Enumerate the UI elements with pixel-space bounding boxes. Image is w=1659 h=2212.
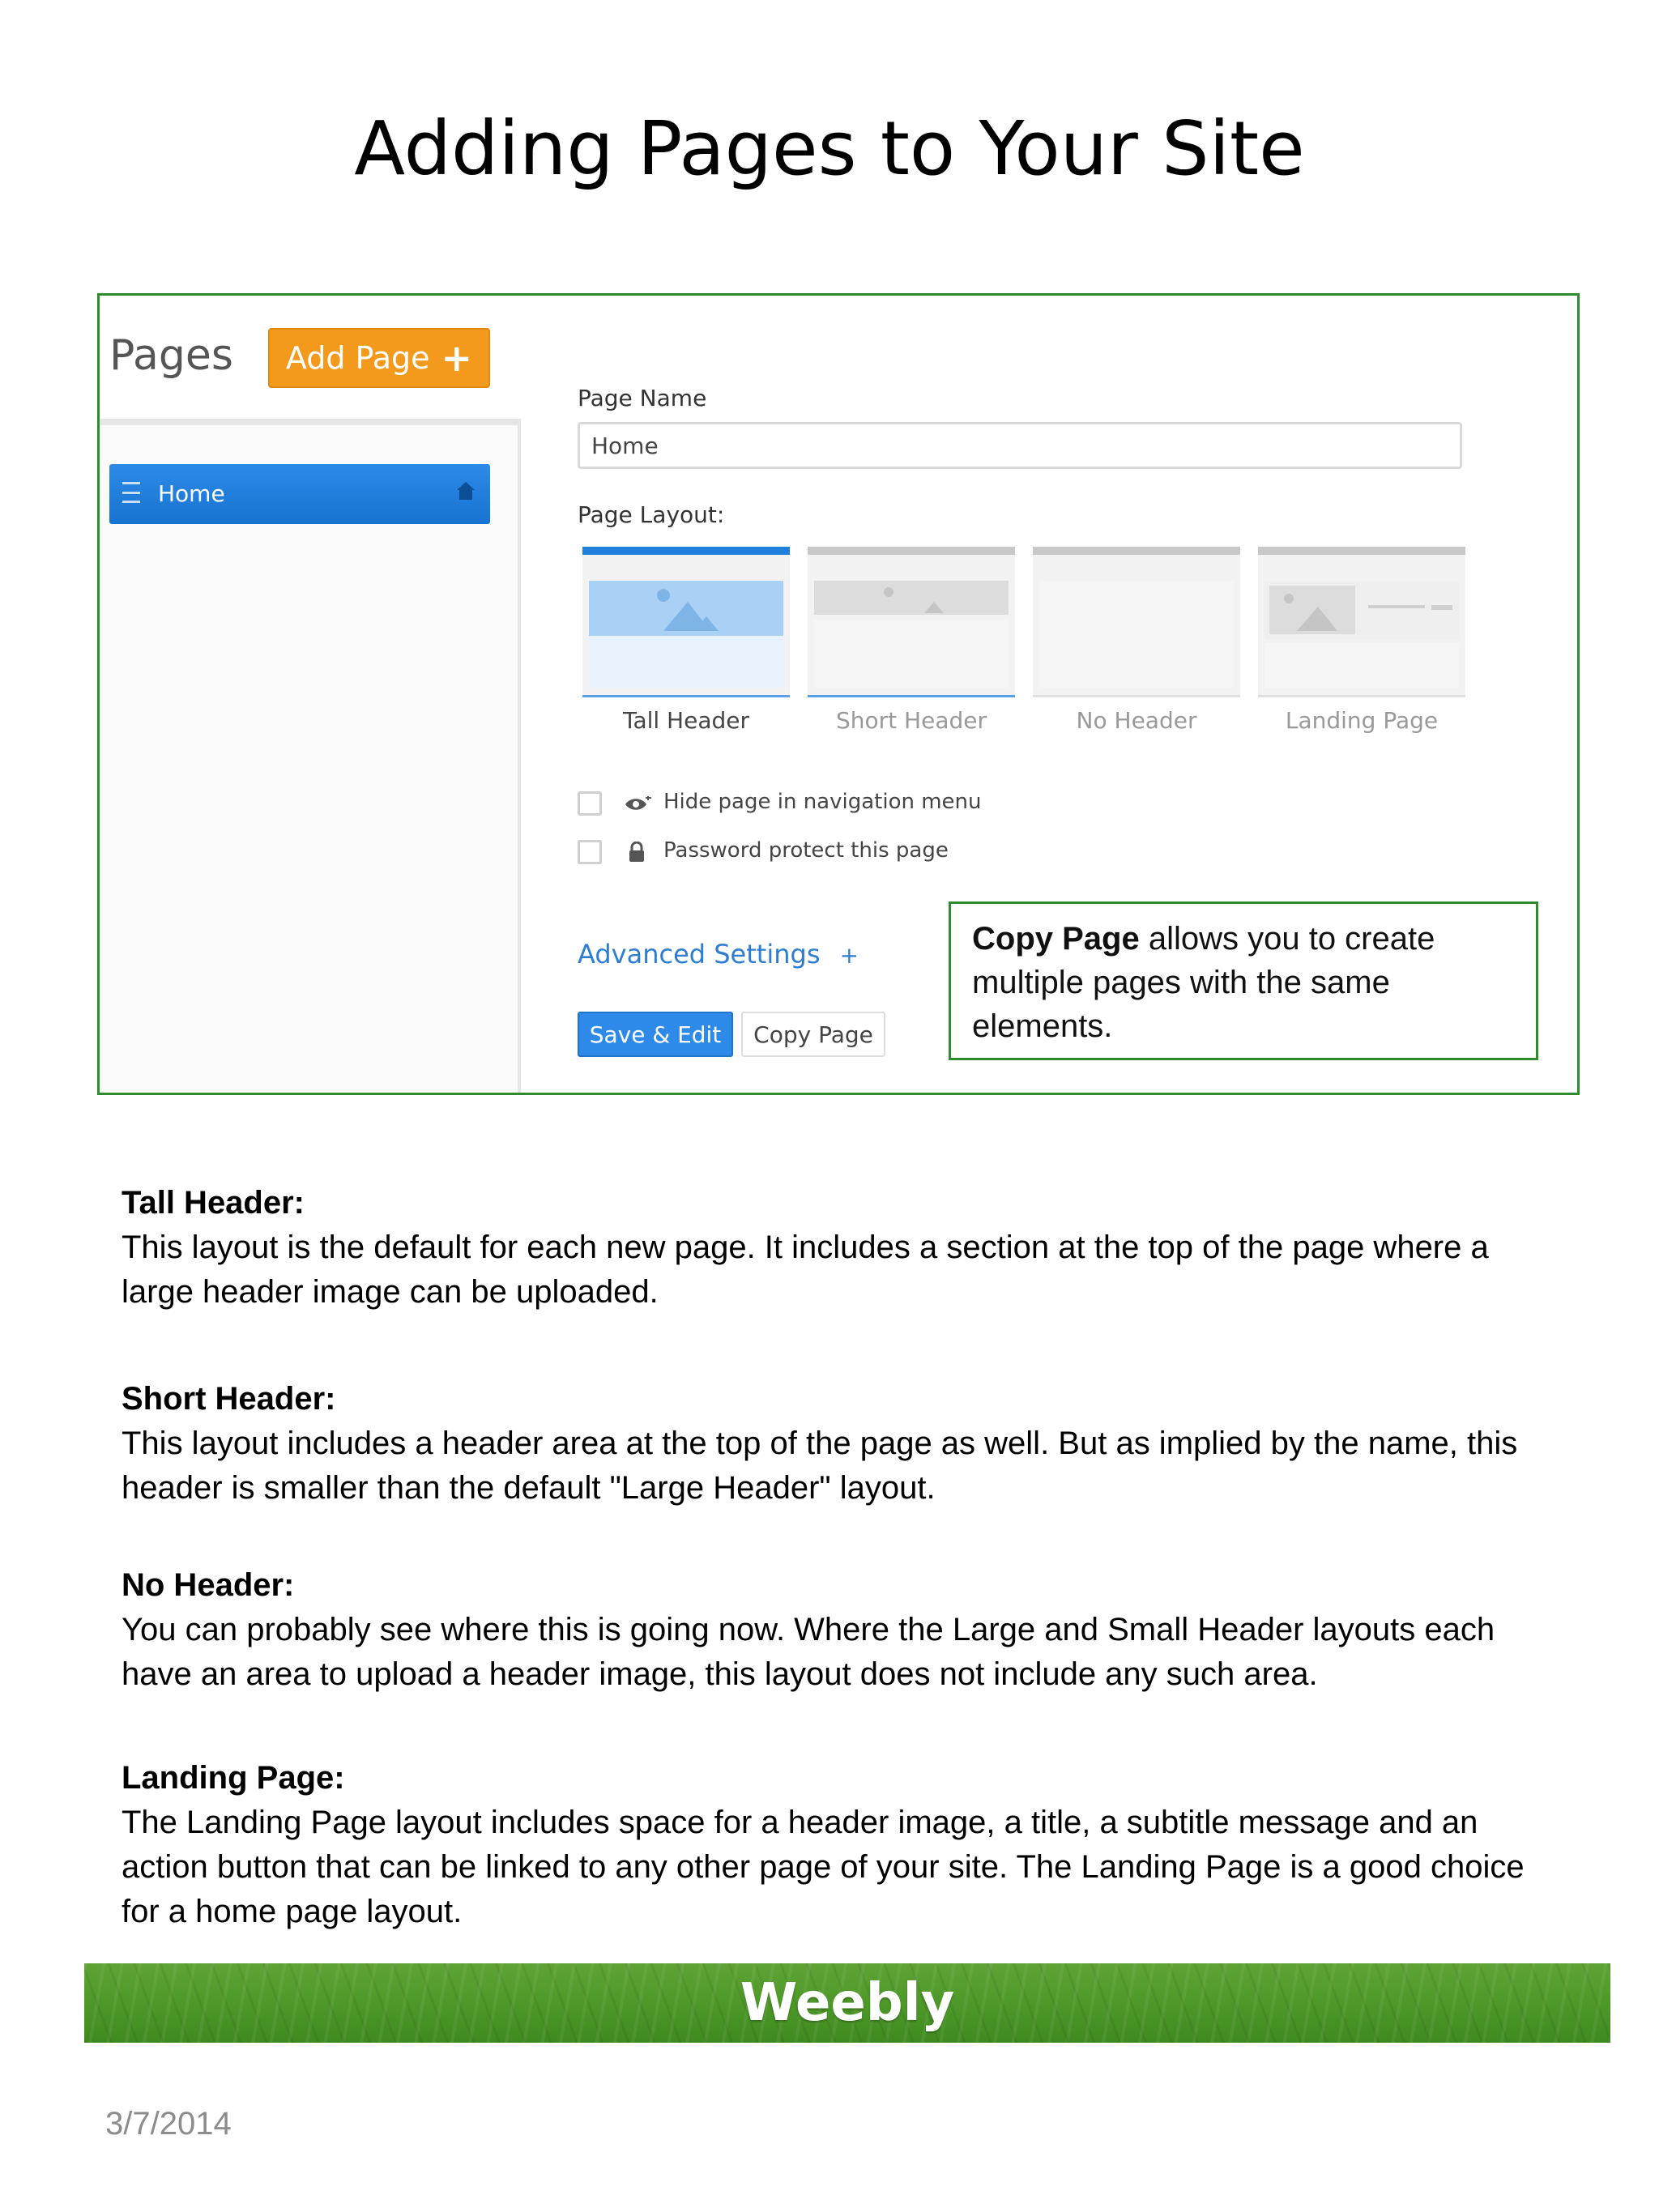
image-placeholder-icon bbox=[814, 581, 1009, 615]
layout-card-landing-page[interactable] bbox=[1258, 547, 1465, 697]
pages-editor-screenshot bbox=[97, 293, 1580, 1095]
section-heading: Short Header: bbox=[122, 1381, 336, 1417]
lock-icon bbox=[628, 842, 646, 863]
page-name-label: Page Name bbox=[578, 385, 707, 411]
section-landing-page bbox=[122, 1756, 1563, 1934]
password-protect-label: Password protect this page bbox=[663, 838, 949, 863]
layout-card-no-header[interactable] bbox=[1033, 547, 1240, 697]
image-placeholder-icon bbox=[589, 581, 783, 636]
copy-page-callout bbox=[949, 901, 1538, 1060]
layout-caption-no-header: No Header bbox=[1076, 707, 1197, 734]
add-page-label: Add Page bbox=[285, 340, 430, 376]
page-list bbox=[100, 425, 521, 1095]
callout-text: allows you to create multiple pages with the same elements. bbox=[972, 921, 1435, 1044]
layout-body-area bbox=[1265, 642, 1459, 688]
section-tall-header bbox=[122, 1181, 1563, 1315]
layout-caption-short-header: Short Header bbox=[836, 707, 987, 734]
layout-body-area bbox=[814, 620, 1009, 688]
sidebar-item-home[interactable] bbox=[109, 464, 490, 524]
hide-page-label: Hide page in navigation menu bbox=[663, 790, 982, 814]
section-heading: Landing Page: bbox=[122, 1760, 345, 1796]
save-and-edit-button[interactable]: Save & Edit bbox=[578, 1012, 733, 1057]
layout-caption-landing-page: Landing Page bbox=[1285, 707, 1439, 734]
sidebar-divider bbox=[100, 419, 521, 425]
section-heading: No Header: bbox=[122, 1567, 295, 1603]
slide-title: Adding Pages to Your Site bbox=[354, 105, 1305, 192]
advanced-settings-link[interactable] bbox=[578, 939, 859, 970]
image-placeholder-icon bbox=[1265, 581, 1459, 639]
layout-card-short-header[interactable] bbox=[808, 547, 1015, 697]
add-page-button[interactable] bbox=[268, 328, 490, 388]
section-body: This layout is the default for each new page. It includes a section at the top of the page where a large header image can be uploaded. bbox=[122, 1230, 1489, 1310]
layout-caption-tall-header: Tall Header bbox=[622, 707, 750, 734]
layout-body-area bbox=[589, 636, 783, 688]
section-body: You can probably see where this is going now. Where the Large and Small Header layouts each have an area to upload a header image, this layout does not include any such area. bbox=[122, 1612, 1495, 1692]
plus-icon: + bbox=[839, 942, 859, 969]
home-icon bbox=[456, 480, 476, 501]
layout-card-tall-header[interactable] bbox=[582, 547, 790, 697]
section-heading: Tall Header: bbox=[122, 1185, 305, 1221]
weebly-banner bbox=[84, 1963, 1610, 2043]
page-name-input[interactable] bbox=[578, 422, 1462, 469]
section-short-header bbox=[122, 1377, 1563, 1511]
page-layout-label: Page Layout: bbox=[578, 501, 725, 528]
plus-icon: + bbox=[441, 336, 473, 380]
banner-title: Weebly bbox=[740, 1973, 955, 2033]
section-body: This layout includes a header area at the top of the page as well. But as implied by the name, this header is smaller than the default "Large Header" layout. bbox=[122, 1426, 1518, 1506]
advanced-settings-label: Advanced Settings bbox=[578, 939, 821, 970]
pages-sidebar bbox=[100, 296, 521, 1093]
section-body: The Landing Page layout includes space for a header image, a title, a subtitle message and an action button that can be linked to any other page of your site. The Landing Page is a good choice for a home page layout. bbox=[122, 1805, 1525, 1929]
layout-body-area bbox=[1039, 581, 1234, 688]
pages-heading: Pages bbox=[109, 331, 233, 380]
password-protect-checkbox[interactable] bbox=[578, 840, 602, 864]
eye-icon bbox=[625, 796, 652, 812]
slide-date: 3/7/2014 bbox=[105, 2106, 232, 2142]
callout-bold: Copy Page bbox=[972, 921, 1140, 957]
copy-page-button[interactable]: Copy Page bbox=[741, 1012, 885, 1057]
hide-page-checkbox[interactable] bbox=[578, 791, 602, 816]
drag-handle-icon[interactable] bbox=[122, 482, 140, 503]
section-no-header bbox=[122, 1563, 1563, 1697]
sidebar-item-label: Home bbox=[158, 480, 225, 507]
